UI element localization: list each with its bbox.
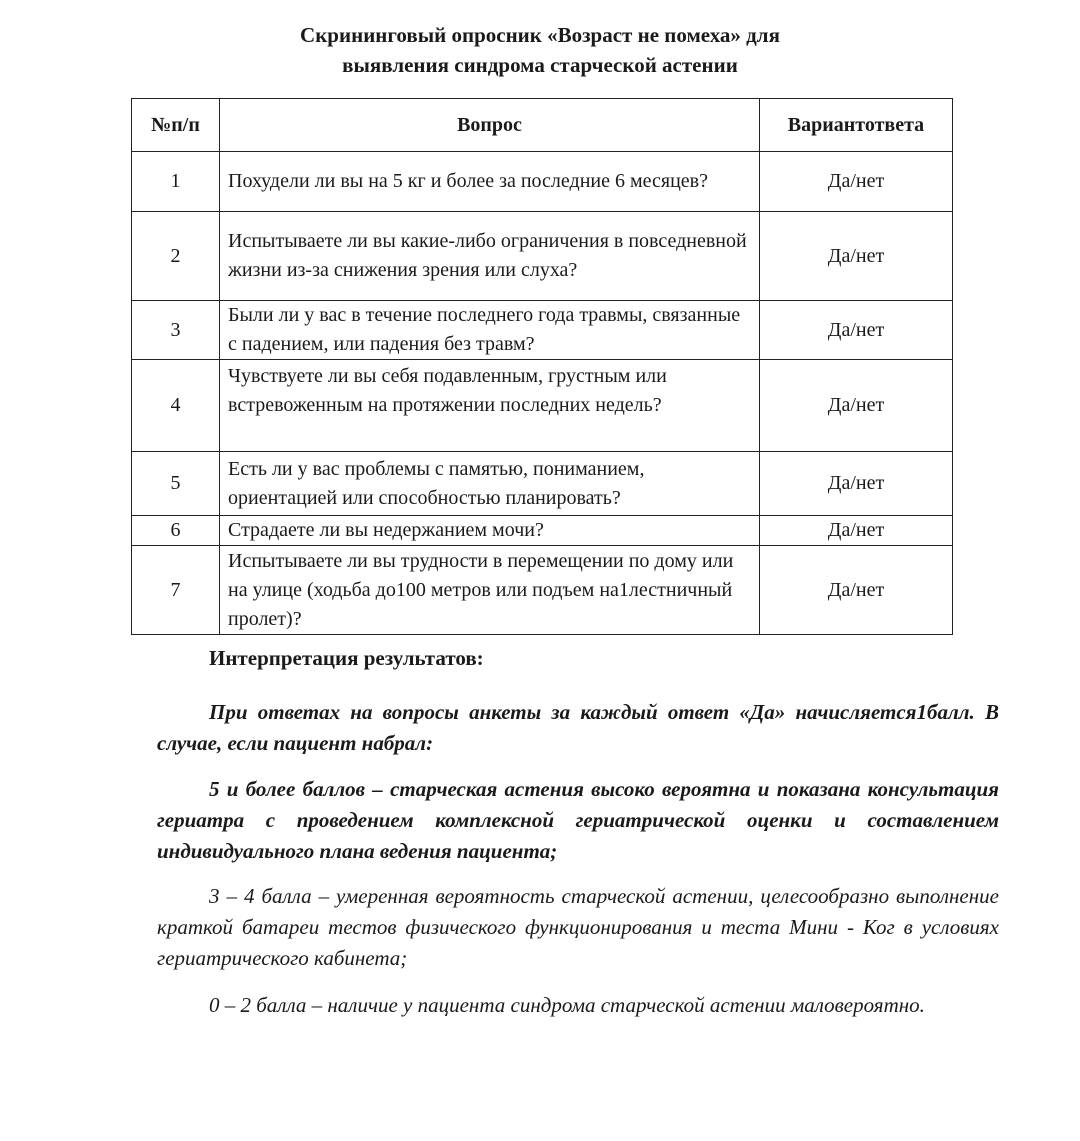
row-answer: Да/нет xyxy=(760,360,953,452)
header-number: №п/п xyxy=(132,99,220,152)
table-row xyxy=(132,546,953,635)
table-row xyxy=(132,152,953,212)
row-answer: Да/нет xyxy=(760,152,953,212)
title-line-1: Скрининговый опросник «Возраст не помеха» для xyxy=(300,23,780,47)
title-line-2: выявления синдрома старческой астении xyxy=(342,53,738,77)
row-number: 5 xyxy=(132,452,220,516)
interpretation-low-score: 0 – 2 балла – наличие у пациента синдрома старческой астении маловероятно. xyxy=(209,993,925,1017)
row-answer: Да/нет xyxy=(760,452,953,516)
row-answer: Да/нет xyxy=(760,546,953,635)
row-answer: Да/нет xyxy=(760,212,953,301)
document-title xyxy=(0,20,1080,80)
questionnaire-table xyxy=(131,98,953,635)
row-question: Чувствуете ли вы себя подавленным, грустным или встревоженным на протяжении последних недель? xyxy=(220,360,760,452)
table-row xyxy=(132,360,953,452)
interpretation-intro: При ответах на вопросы анкеты за каждый ответ «Да» начисляется1балл. В случае, если пациент набрал: xyxy=(157,700,999,755)
row-question: Испытываете ли вы трудности в перемещении по дому или на улице (ходьба до100 метров или подъем на1лестничный пролет)? xyxy=(220,546,760,635)
interpretation-medium-score: 3 – 4 балла – умеренная вероятность старческой астении, целесообразно выполнение краткой батареи тестов физического функционирования и теста Мини - Ког в условиях гериатрического кабинета; xyxy=(157,884,999,970)
row-number: 4 xyxy=(132,360,220,452)
table-row xyxy=(132,212,953,301)
header-answer: Вариантответа xyxy=(760,99,953,152)
row-question: Были ли у вас в течение последнего года травмы, связанные с падением, или падения без травм? xyxy=(220,301,760,360)
table-row xyxy=(132,452,953,516)
row-number: 6 xyxy=(132,516,220,546)
row-number: 7 xyxy=(132,546,220,635)
interpretation-high-score: 5 и более баллов – старческая астения высоко вероятна и показана консультация гериатра с проведением комплексной гериатрической оценки и составлением индивидуального плана ведения пациента; xyxy=(157,777,999,863)
row-question: Испытываете ли вы какие-либо ограничения в повседневной жизни из-за снижения зрения или слуха? xyxy=(220,212,760,301)
row-question: Есть ли у вас проблемы с памятью, пониманием, ориентацией или способностью планировать? xyxy=(220,452,760,516)
header-question: Вопрос xyxy=(220,99,760,152)
table-row xyxy=(132,516,953,546)
interpretation-heading: Интерпретация результатов: xyxy=(209,646,484,670)
row-question: Страдаете ли вы недержанием мочи? xyxy=(220,516,760,546)
row-number: 2 xyxy=(132,212,220,301)
row-number: 3 xyxy=(132,301,220,360)
table-header-row xyxy=(132,99,953,152)
table-row xyxy=(132,301,953,360)
row-question: Похудели ли вы на 5 кг и более за последние 6 месяцев? xyxy=(220,152,760,212)
row-number: 1 xyxy=(132,152,220,212)
row-answer: Да/нет xyxy=(760,516,953,546)
row-answer: Да/нет xyxy=(760,301,953,360)
